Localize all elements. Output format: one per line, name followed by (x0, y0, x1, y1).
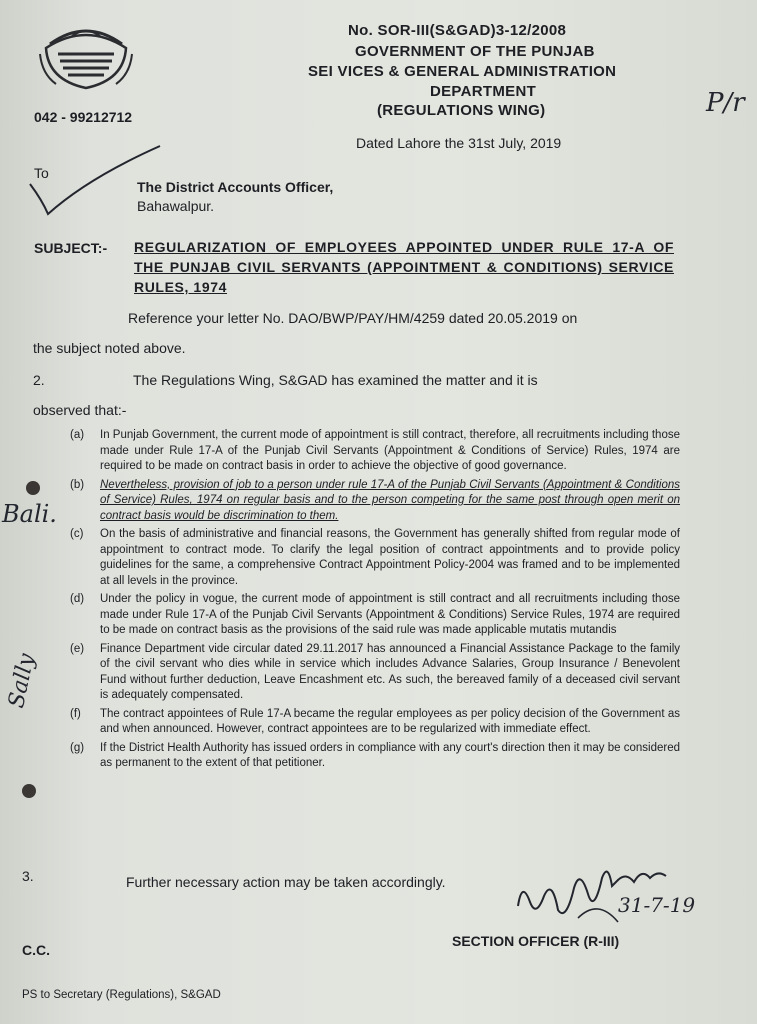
date-line: Dated Lahore the 31st July, 2019 (356, 135, 562, 151)
item-text: The contract appointees of Rule 17-A became the regular employees as per policy decision of the Government as and when announced. However, contract appointees are to be regularized with immediate effect. (100, 707, 680, 735)
handwritten-mark: P/r (706, 88, 745, 118)
cc-recipient: PS to Secretary (Regulations), S&GAD (22, 989, 221, 1001)
item-label: (f) (70, 707, 81, 720)
subject-label: SUBJECT:- (34, 240, 108, 256)
department-title-line1: SEI VICES & GENERAL ADMINISTRATION (308, 63, 617, 80)
item-label: (c) (70, 528, 84, 540)
signatory-designation: SECTION OFFICER (R-III) (452, 933, 620, 949)
para2-number: 2. (33, 372, 45, 388)
list-item (70, 741, 680, 772)
punjab-government-logo (36, 14, 136, 92)
item-label: (b) (70, 478, 85, 491)
list-item (70, 707, 680, 738)
reference-line: Reference your letter No. DAO/BWP/PAY/HM/4259 dated 20.05.2019 on (128, 310, 578, 326)
margin-handwriting-vertical: Sally (4, 651, 40, 711)
punch-hole (22, 784, 36, 798)
item-label: (d) (70, 593, 85, 605)
item-text: On the basis of administrative and financial reasons, the Government has generally shifted from regular mode of appointment to contract mode. To clarify the legal position of contract appointments and to provide policy guidelines for the same, a comprehensive Contract Appointment Policy-2004 was framed and to be implemented at all levels in the province. (100, 528, 680, 587)
phone-number: 042 - 99212712 (34, 109, 133, 125)
item-text: Nevertheless, provision of job to a person under rule 17-A of the Punjab Civil Servants (Appointment & Conditions of Service) Rules, 1974 on regular basis and to the person competing for the same post through open merit on contract basis would be discrimination to them. (100, 478, 680, 522)
handwritten-date: 31-7-19 (618, 893, 696, 917)
para2-continued: observed that:- (33, 402, 127, 418)
department-title-line2: DEPARTMENT (430, 83, 537, 100)
item-label: (e) (70, 642, 85, 655)
reference-number: No. SOR-III(S&GAD)3-12/2008 (348, 22, 567, 39)
item-label: (g) (70, 741, 85, 754)
list-item (70, 527, 680, 589)
item-text: In Punjab Government, the current mode of appointment is still contract, therefore, all recruitments including those made under Rule 17-A of the Punjab Civil Servants (Appointment & Conditions of Service) Rules, 1974 are required to be made on contract basis in order to achieve the objective of good governance. (100, 429, 680, 472)
subject-text: REGULARIZATION OF EMPLOYEES APPOINTED UNDER RULE 17-A OF THE PUNJAB CIVIL SERVANTS (APPOINTMENT & CONDITIONS) SERVICE RULES, 1974 (134, 239, 674, 295)
para2-text: The Regulations Wing, S&GAD has examined the matter and it is (133, 372, 538, 388)
item-text: If the District Health Authority has issued orders in compliance with any court's direction then it may be considered as permanent to the extent of that petitioner. (100, 741, 680, 769)
item-text: Under the policy in vogue, the current mode of appointment is still contract and all recruitments including those made under Rule 17-A of the Punjab Civil Servants (Appointment & Conditions) Service Rules, 1974 are required to be made on contract basis as the provisions of the said rule was made applicable mutatis mutandis (100, 593, 680, 636)
addressee-name: The District Accounts Officer, (137, 179, 334, 195)
government-title: GOVERNMENT OF THE PUNJAB (355, 43, 595, 60)
para3-text: Further necessary action may be taken accordingly. (126, 874, 446, 890)
item-label: (a) (70, 429, 85, 441)
list-item (70, 428, 680, 475)
item-text: Finance Department vide circular dated 29.11.2017 has announced a Financial Assistance Package to the family of the civil servant who dies while in service which includes Advance Salaries, Group Insurance / Benevolent Fund without further deduction, Leave Encashment etc. As such, the bereaved family of a deceased civil servant is adequately compensated. (100, 642, 680, 701)
reference-line-continued: the subject noted above. (33, 340, 186, 356)
list-item (70, 642, 680, 704)
cc-label: C.C. (22, 942, 50, 958)
list-item (70, 592, 680, 639)
observation-list (70, 428, 680, 775)
addressee-city: Bahawalpur. (137, 198, 215, 214)
para3-number: 3. (22, 868, 34, 884)
list-item (70, 478, 680, 525)
to-label: To (34, 165, 49, 181)
margin-handwriting: Bali. (2, 500, 57, 528)
punch-hole (26, 481, 40, 495)
wing-title: (REGULATIONS WING) (377, 102, 546, 119)
